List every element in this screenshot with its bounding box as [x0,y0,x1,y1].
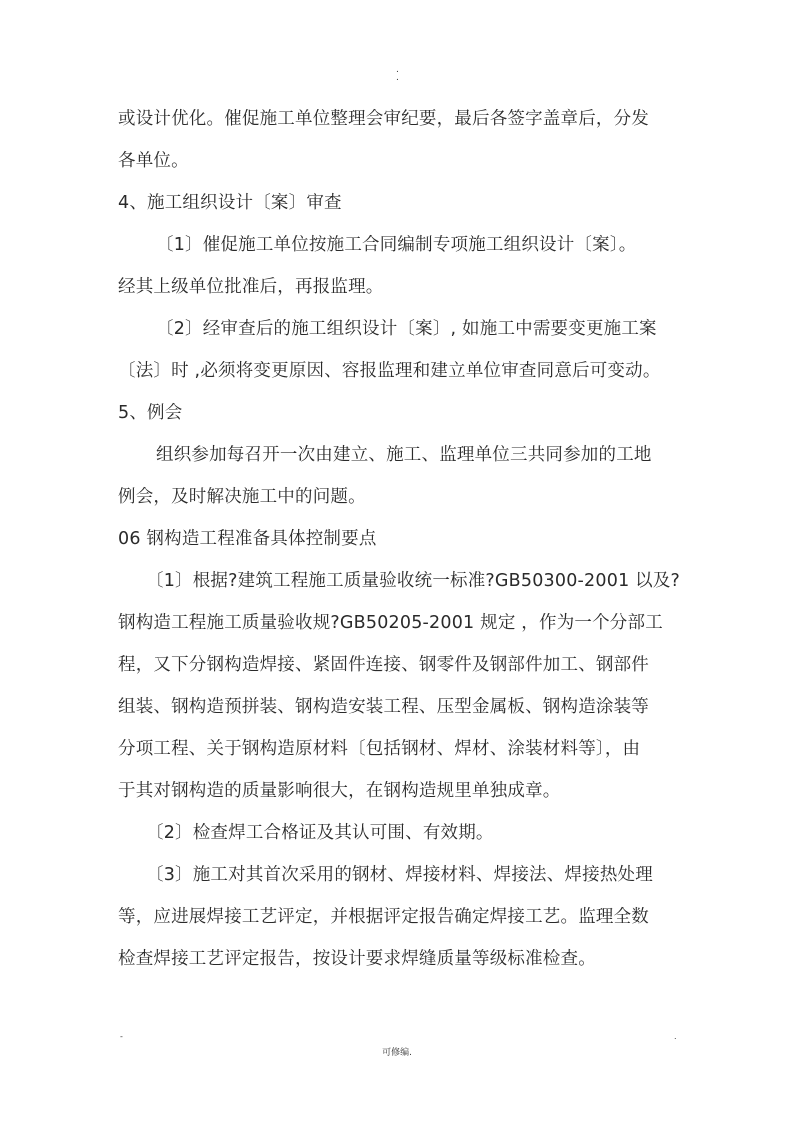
header-marker-2: . [396,73,399,83]
paragraph-line: 经其上级单位批准后，再报监理。 [118,277,384,297]
footer-right-marker: . [674,1032,677,1041]
paragraph-line: 钢构造工程施工质量验收规?GB50205-2001 规定 ，作为一个分部工 [118,613,663,633]
paragraph-line: 组装、钢构造预拼装、钢构造安装工程、压型金属板、钢构造涂装等 [118,697,649,717]
paragraph-line: 程，又下分钢构造焊接、紧固件连接、钢零件及钢部件加工、钢部件 [118,655,649,675]
footer-note: 可修编. [382,1048,412,1058]
paragraph-line: 例会，及时解决施工中的问题。 [118,487,366,507]
paragraph-line: 各单位。 [118,151,189,171]
paragraph-line: 〔3〕施工对其首次采用的钢材、焊接材料、焊接法、焊接热处理 [146,865,653,885]
paragraph-line: 〔2〕检查焊工合格证及其认可围、有效期。 [146,823,494,843]
paragraph-line: 分项工程、关于钢构造原材料〔包括钢材、焊材、涂装材料等〕，由 [118,739,641,759]
paragraph-line: 组织参加每召开一次由建立、施工、监理单位三共同参加的工地 [156,445,652,465]
paragraph-line: 或设计优化。催促施工单位整理会审纪要，最后各签字盖章后，分发 [118,109,649,129]
document-body [118,98,680,980]
paragraph-line: 等，应进展焊接工艺评定，并根据评定报告确定焊接工艺。监理全数 [118,907,649,927]
header-marker: . [396,65,399,75]
paragraph-line: 于其对钢构造的质量影响很大，在钢构造规里单独成章。 [118,781,561,801]
footer-left-marker: - [120,1032,123,1041]
section-heading: 4、施工组织设计〔案〕审查 [118,193,342,213]
paragraph-line: 〔2〕经审查后的施工组织设计〔案〕, 如施工中需要变更施工案 [156,319,657,339]
section-heading: 06 钢构造工程准备具体控制要点 [118,529,377,549]
paragraph-line: 〔1〕根据?建筑工程施工质量验收统一标准?GB50300-2001 以及? [146,571,681,591]
paragraph-line: 〔法〕时 ,必须将变更原因、容报监理和建立单位审查同意后可变动。 [118,361,661,381]
paragraph-line: 〔1〕催促施工单位按施工合同编制专项施工组织设计〔案〕。 [156,235,637,255]
section-heading: 5、例会 [118,403,183,423]
paragraph-line: 检查焊接工艺评定报告，按设计要求焊缝质量等级标准检查。 [118,949,596,969]
